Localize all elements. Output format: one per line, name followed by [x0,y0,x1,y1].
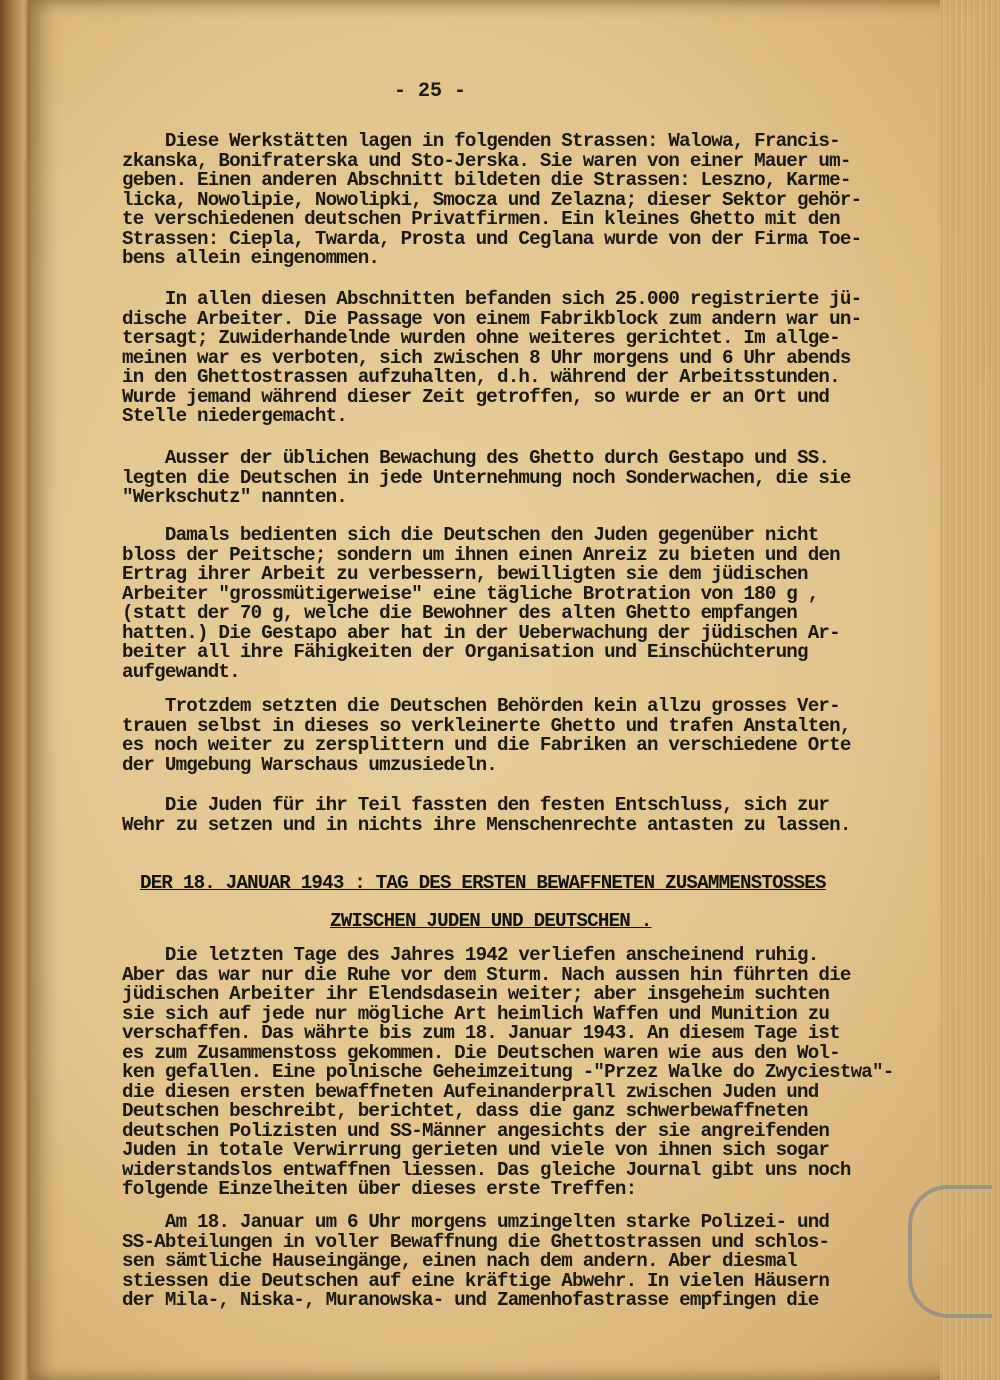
text-line: bloss der Peitsche; sondern um ihnen einen Anreiz zu bieten und den [122,543,840,566]
section-heading-line-1: DER 18. JANUAR 1943 : TAG DES ERSTEN BEWAFFNETEN ZUSAMMENSTOSSES [140,872,826,894]
text-line: Wehr zu setzen und in nichts ihre Menschenrechte antasten zu lassen. [122,813,851,836]
text-line: meinen war es verboten, sich zwischen 8 Uhr morgens und 6 Uhr abends [122,346,851,369]
text-line: ken gefallen. Eine polnische Geheimzeitung -"Przez Walke do Zwyciestwa"- [122,1061,894,1083]
paragraph-4 [122,526,902,682]
paragraph-6 [122,796,902,835]
section-heading-text: ZWISCHEN JUDEN UND DEUTSCHEN [330,910,631,932]
text-line: Deutschen beschreibt, berichtet, dass die ganz schwerbewaffneten [122,1100,808,1122]
text-line: folgende Einzelheiten über dieses erste Treffen: [122,1178,637,1200]
text-line: jüdischen Arbeiter ihr Elendsdasein weiter; aber insgeheim suchten [122,983,830,1005]
text-line: aufgewandt. [122,660,240,683]
text-line: Ertrag ihrer Arbeit zu verbessern, bewilligten sie dem jüdischen [122,563,808,585]
text-line: es noch weiter zu zersplittern und die Fabriken an verschiedene Orte [122,734,851,756]
text-line: Arbeiter "grossmütigerweise" eine tägliche Brotration von 180 g , [122,582,819,605]
paragraph-8 [122,1213,902,1311]
text-line: Die Juden für ihr Teil fassten den festen Entschluss, sich zur [122,794,830,816]
text-line: der Umgebung Warschaus umzusiedeln. [122,753,498,776]
text-line: Aber das war nur die Ruhe vor dem Sturm. Nach aussen hin führten die [122,963,851,986]
facing-page-edge [0,0,30,1380]
text-line: Ausser der üblichen Bewachung des Ghetto durch Gestapo und SS. [122,447,830,469]
paragraph-3 [122,449,902,508]
text-line: Strassen: Ciepla, Twarda, Prosta und Ceglana wurde von der Firma Toe- [122,227,862,250]
text-line: in den Ghettostrassen aufzuhalten, d.h. während der Arbeitsstunden. [122,366,840,388]
text-line: der Mila-, Niska-, Muranowska- und Zamenhofastrasse empfingen die [122,1289,819,1311]
text-line: die diesen ersten bewaffneten Aufeinanderprall zwischen Juden und [122,1080,819,1103]
paragraph-1 [122,132,902,269]
text-line: sen sämtliche Hauseingänge, einen nach dem andern. Aber diesmal [122,1250,798,1272]
text-line: te verschiedenen deutschen Privatfirmen. Ein kleines Ghetto mit den [122,208,840,230]
text-line: "Werkschutz" nannten. [122,486,348,508]
section-heading-suffix: . [630,910,652,932]
text-line: widerstandslos entwaffnen liessen. Das gleiche Journal gibt uns noch [122,1158,851,1181]
stacked-page-edges [940,0,1000,1380]
text-line: sie sich auf jede nur mögliche Art heimlich Waffen und Munition zu [122,1002,830,1025]
text-line: Juden in totale Verwirrung gerieten und viele von ihnen sich sogar [122,1139,830,1161]
text-line: tersagt; Zuwiderhandelnde wurden ohne weiteres gerichtet. Im allge- [122,327,840,349]
section-heading-line-2 [330,910,651,932]
text-line: trauen selbst in dieses so verkleinerte Ghetto und trafen Anstalten, [122,714,851,737]
text-line: stiessen die Deutschen auf eine kräftige Abwehr. In vielen Häusern [122,1269,830,1292]
paragraph-2 [122,290,902,427]
text-line: Stelle niedergemacht. [122,405,348,427]
text-line: geben. Einen anderen Abschnitt bildeten die Strassen: Leszno, Karme- [122,169,851,191]
text-line: legten die Deutschen in jede Unternehmung noch Sonderwachen, die sie [122,466,851,489]
text-line: beiter all ihre Fähigkeiten der Organisation und Einschüchterung [122,641,808,663]
text-line: verschaffen. Das währte bis zum 18. Januar 1943. An diesem Tage ist [122,1022,840,1044]
text-line: hatten.) Die Gestapo aber hat in der Ueberwachung der jüdischen Ar- [122,621,840,644]
page-number: - 25 - [393,80,466,103]
text-line: Diese Werkstätten lagen in folgenden Strassen: Walowa, Francis- [122,130,840,152]
text-line: In allen diesen Abschnitten befanden sich 25.000 registrierte jü- [122,288,862,310]
paragraph-7 [122,946,902,1200]
paragraph-5 [122,697,902,775]
text-line: Damals bedienten sich die Deutschen den Juden gegenüber nicht [122,524,819,546]
text-line: Am 18. Januar um 6 Uhr morgens umzingelten starke Polizei- und [122,1211,830,1233]
text-line: Die letzten Tage des Jahres 1942 verliefen anscheinend ruhig. [122,944,819,966]
paper-clip-icon [908,1185,992,1318]
text-line: deutschen Polizisten und SS-Männer angesichts der sie angreifenden [122,1119,830,1142]
text-line: bens allein eingenommen. [122,247,380,269]
text-line: licka, Nowolipie, Nowolipki, Smocza und Zelazna; dieser Sektor gehör- [122,188,862,211]
text-line: zkanska, Bonifraterska und Sto-Jerska. Sie waren von einer Mauer um- [122,149,851,172]
text-line: es zum Zusammenstoss gekommen. Die Deutschen waren wie aus den Wol- [122,1041,840,1064]
text-line: dische Arbeiter. Die Passage von einem Fabrikblock zum andern war un- [122,307,862,330]
text-line: SS-Abteilungen in voller Bewaffnung die Ghettostrassen und schlos- [122,1230,830,1253]
text-line: Wurde jemand während dieser Zeit getroffen, so wurde er an Ort und [122,385,830,408]
text-line: Trotzdem setzten die Deutschen Behörden kein allzu grosses Ver- [122,695,840,717]
text-line: (statt der 70 g, welche die Bewohner des alten Ghetto empfangen [122,602,798,624]
